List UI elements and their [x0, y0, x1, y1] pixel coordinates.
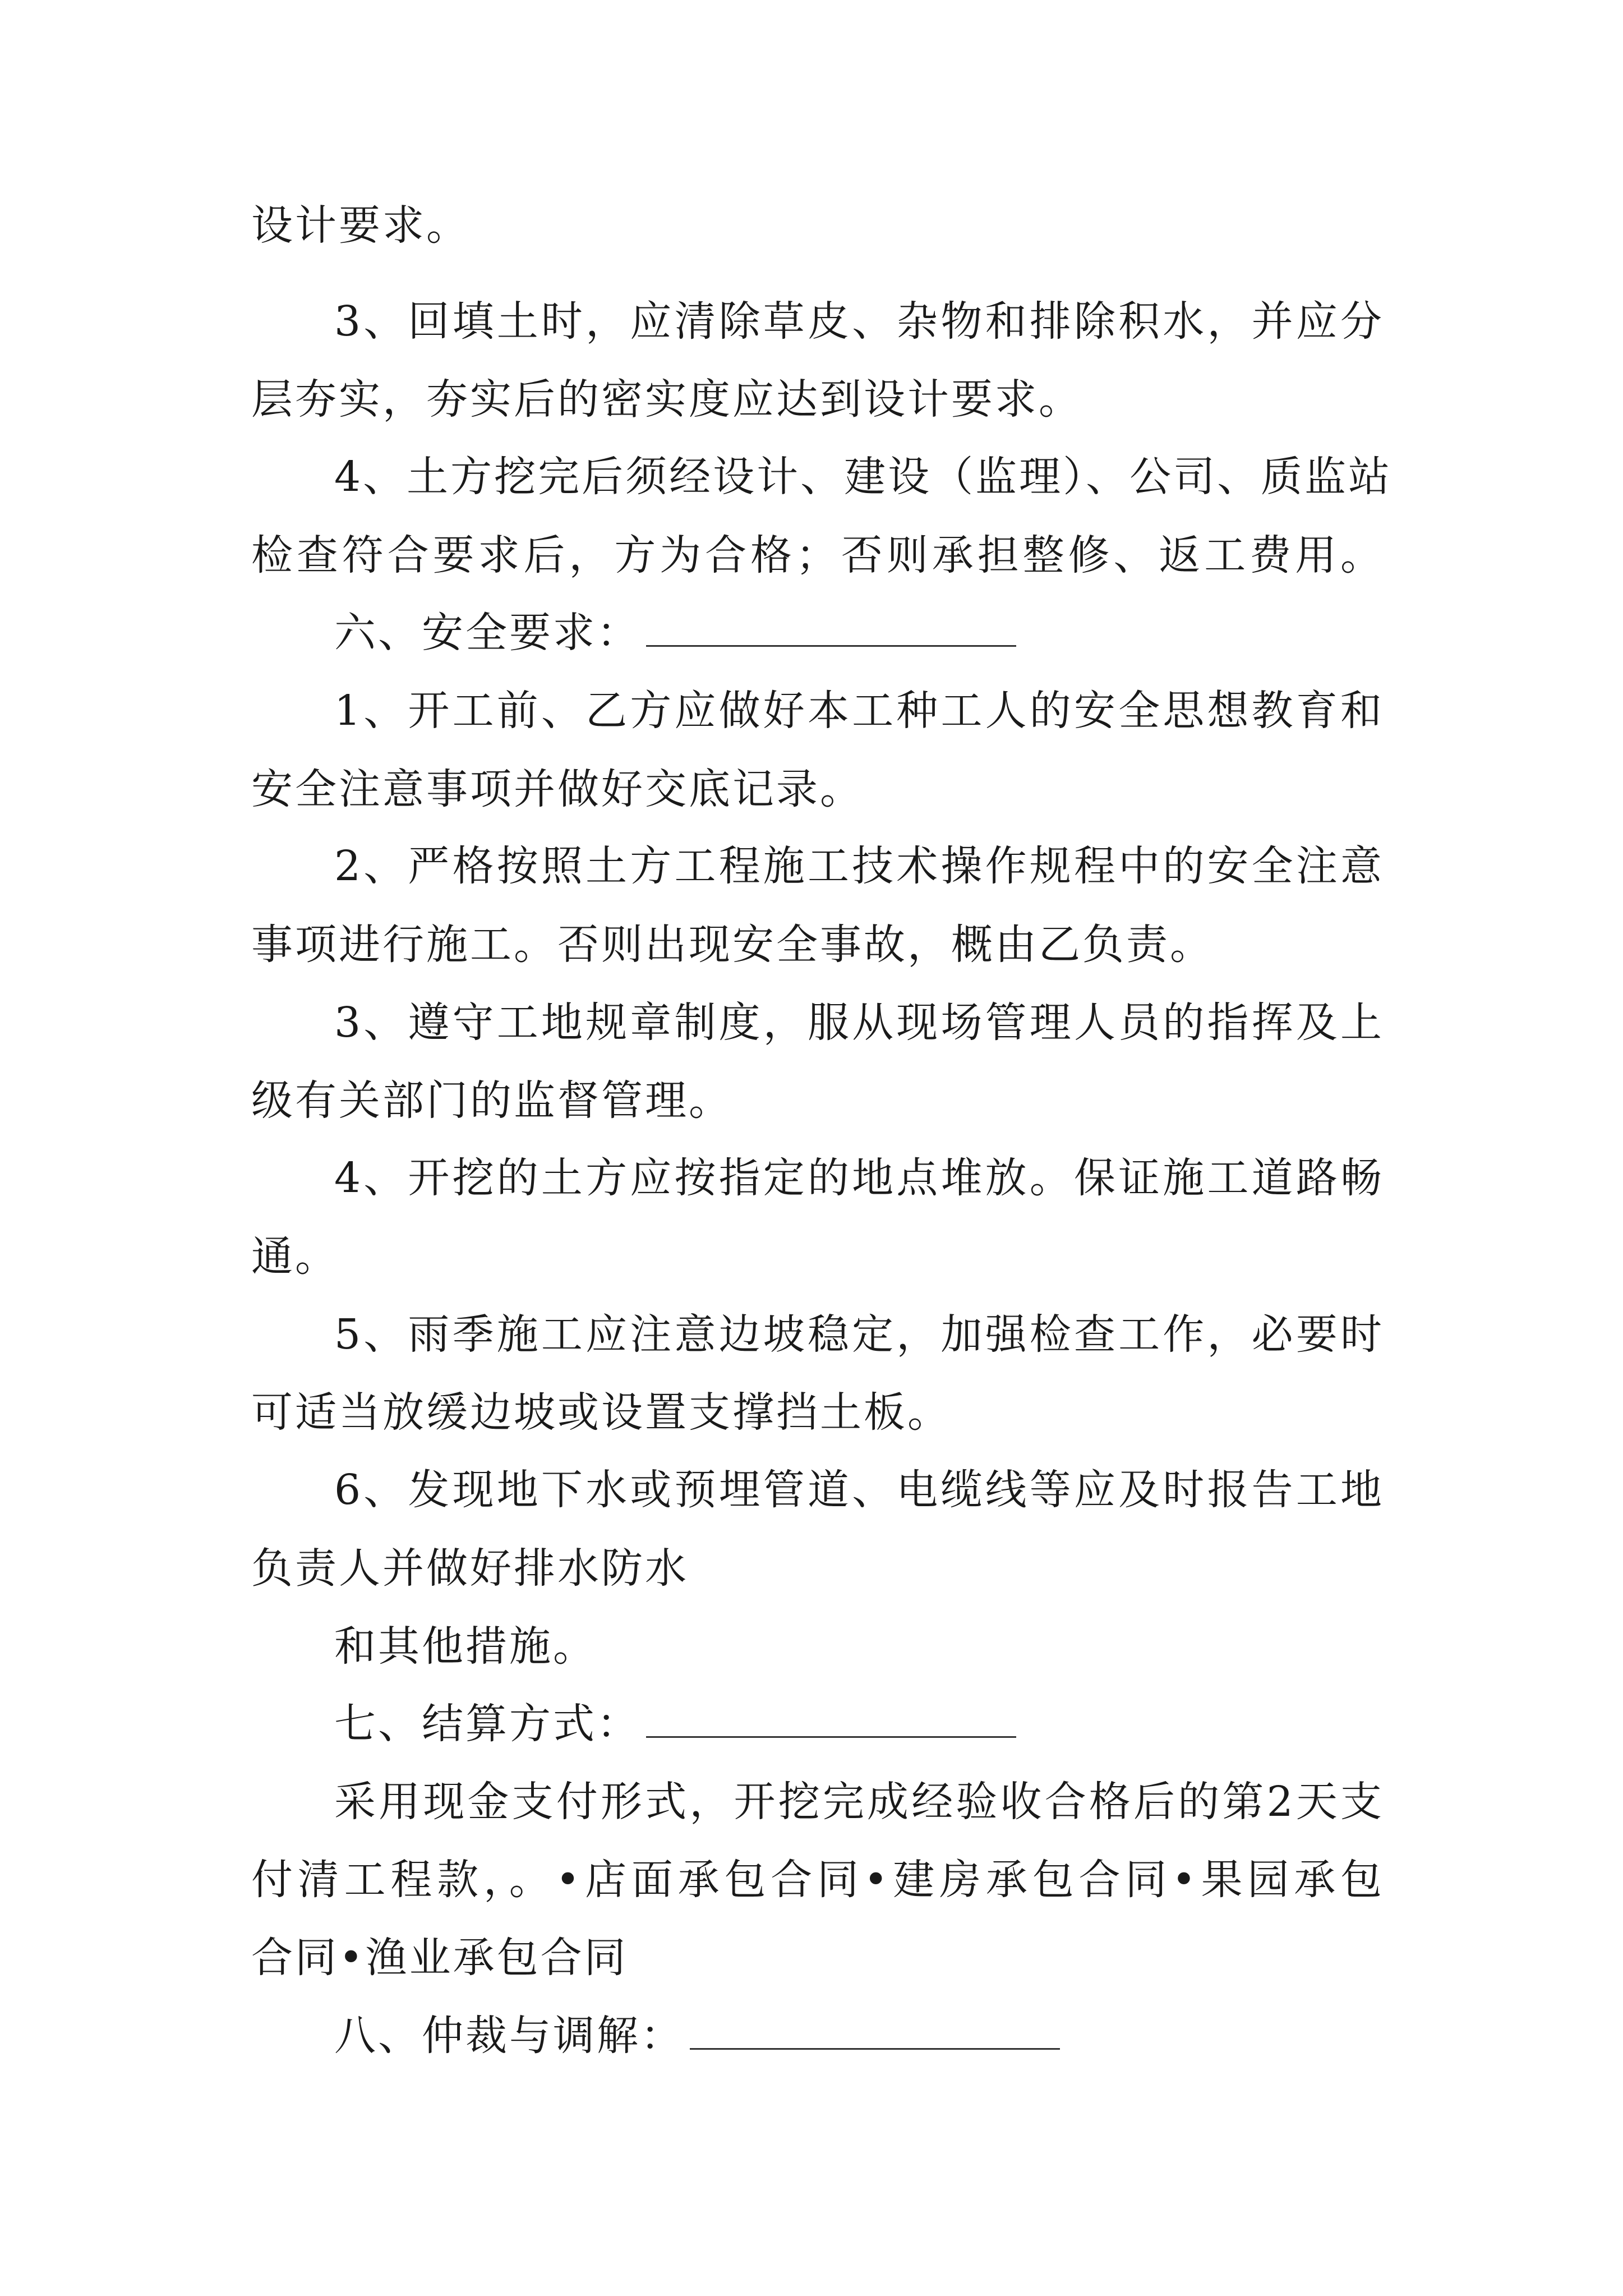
text-line: 4、开挖的土方应按指定的地点堆放。保证施工道路畅 — [334, 1154, 1384, 1202]
text-line: 负责人并做好排水防水 — [251, 1544, 689, 1593]
section-heading-text: 八、仲裁与调解： — [334, 2012, 684, 2060]
text-line: 和其他措施。 — [334, 1622, 597, 1671]
text-line: 层夯实，夯实后的密实度应达到设计要求。 — [251, 375, 1082, 424]
text-line: 付清工程款，。•店面承包合同•建房承包合同•果园承包 — [251, 1856, 1384, 1904]
section-heading-text: 六、安全要求： — [334, 609, 640, 657]
text-line: 级有关部门的监督管理。 — [251, 1076, 732, 1125]
text-line: 安全注意事项并做好交底记录。 — [251, 765, 864, 813]
text-line: 合同•渔业承包合同 — [251, 1934, 628, 1982]
text-line: 6、发现地下水或预埋管道、电缆线等应及时报告工地 — [334, 1466, 1384, 1514]
text-line: 通。 — [251, 1232, 339, 1281]
section-heading-arbitration — [334, 2008, 1384, 2064]
section-heading-settlement — [334, 1696, 1384, 1752]
section-heading-text: 七、结算方式： — [334, 1700, 640, 1748]
text-line: 事项进行施工。否则出现安全事故，概由乙负责。 — [251, 921, 1214, 969]
text-line: 检查符合要求后，方为合格；否则承担整修、返工费用。 — [251, 531, 1384, 579]
text-line: 5、雨季施工应注意边坡稳定，加强检查工作，必要时 — [334, 1310, 1384, 1359]
text-line: 采用现金支付形式，开挖完成经验收合格后的第2天支 — [334, 1778, 1384, 1826]
text-line: 1、开工前、乙方应做好本工种工人的安全思想教育和 — [334, 687, 1384, 735]
fill-in-blank — [646, 1735, 1016, 1738]
text-line: 3、回填土时，应清除草皮、杂物和排除积水，并应分 — [334, 297, 1384, 346]
text-line: 4、土方挖完后须经设计、建设（监理）、公司、质监站 — [334, 453, 1393, 501]
fill-in-blank — [646, 644, 1016, 647]
text-line: 3、遵守工地规章制度，服从现场管理人员的指挥及上 — [334, 999, 1384, 1047]
fill-in-blank — [690, 2047, 1060, 2050]
text-line: 可适当放缓边坡或设置支撑挡土板。 — [251, 1388, 951, 1437]
text-line: 设计要求。 — [251, 201, 470, 250]
text-line: 2、严格按照土方工程施工技术操作规程中的安全注意 — [334, 842, 1384, 890]
section-heading-safety — [334, 605, 1384, 661]
